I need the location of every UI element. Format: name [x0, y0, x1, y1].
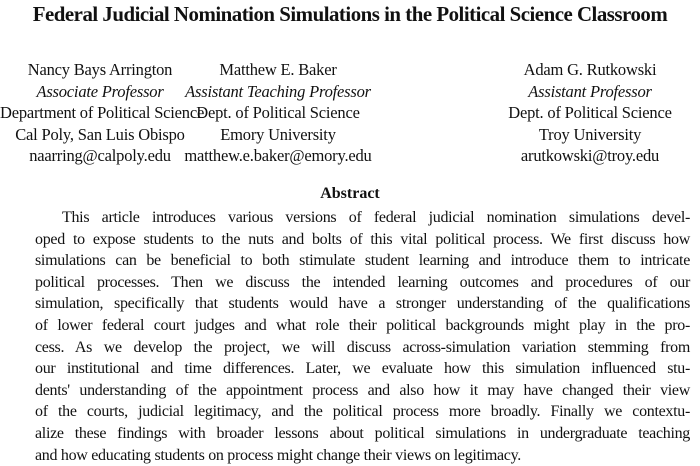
author-block	[490, 59, 690, 167]
author-name: Nancy Bays Arrington	[27, 60, 173, 79]
abstract-body	[35, 207, 690, 466]
author-block	[178, 59, 378, 167]
abstract-line: political processes. Then we discuss the intended learning outcomes and procedures of our	[35, 273, 690, 291]
abstract-heading: Abstract	[320, 185, 380, 202]
author-institution: Troy University	[538, 124, 642, 144]
author-email: naarring@calpoly.edu	[29, 146, 171, 166]
abstract-line: our institutional and time differences. Later, we evaluate how this simulation influenced stu-	[35, 360, 690, 378]
abstract-line: simulation, specifically that students would have a stronger understanding of the qualifications	[35, 295, 690, 313]
paper-title: Federal Judicial Nomination Simulations in the Political Science Classroom	[32, 2, 668, 26]
author-email: matthew.e.baker@emory.edu	[184, 146, 372, 166]
author-email: arutkowski@troy.edu	[520, 146, 660, 166]
author-dept: Department of Political Science	[0, 103, 205, 123]
author-block	[0, 59, 205, 167]
abstract-line: of lower federal court judges and what role their political backgrounds might play in the pro-	[35, 316, 690, 334]
abstract-line: alize these findings with broader lessons about political simulations in undergraduate teaching	[35, 424, 690, 442]
abstract-line: of the courts, judicial legitimacy, and the political process more broadly. Finally we contextu-	[35, 403, 690, 421]
abstract-line: simulations can be beneficial to both stimulate student learning and introduce them to intricate	[35, 252, 690, 270]
author-institution: Emory University	[220, 124, 336, 144]
abstract-line: and how educating students on process might change their views on legitimacy.	[35, 446, 521, 464]
author-role: Associate Professor	[36, 81, 164, 101]
author-role: Assistant Teaching Professor	[185, 81, 371, 101]
abstract-line: oped to expose students to the nuts and bolts of this vital political process. We first discuss how	[35, 230, 690, 248]
author-dept: Dept. of Political Science	[196, 103, 360, 123]
abstract-line: cess. As we develop the project, we will discuss across-simulation variation stemming from	[35, 338, 690, 356]
abstract-line: This article introduces various versions of federal judicial nomination simulations devel-	[62, 209, 690, 226]
author-name: Adam G. Rutkowski	[523, 60, 657, 79]
abstract-line: dents' understanding of the appointment process and also how it may have changed their view	[35, 381, 690, 399]
author-name: Matthew E. Baker	[219, 60, 337, 79]
author-dept: Dept. of Political Science	[508, 103, 672, 123]
author-role: Assistant Professor	[528, 81, 652, 101]
author-institution: Cal Poly, San Luis Obispo	[15, 124, 185, 144]
